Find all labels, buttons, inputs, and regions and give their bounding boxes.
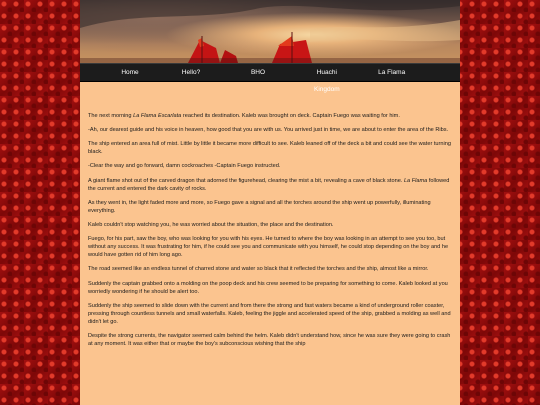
story-paragraph xyxy=(88,112,452,120)
story-paragraph: Despite the strong currents, the navigator seemed calm behind the helm. Kaleb didn't understand how, since he was sure they were going to crash at any moment. It was either that or maybe the boy's subconscious wishing that the ship xyxy=(88,333,451,348)
nav-link-home[interactable]: Home xyxy=(121,69,139,76)
page-column xyxy=(80,0,460,405)
paragraph-text: reached its destination. Kaleb was brought on deck. Captain Fuego was waiting for him. xyxy=(181,113,400,119)
story-paragraph: -Ah, our dearest guide and his voice in heaven, how good that you are with us. You arrived just in time, we are about to enter the area of the Ribs. xyxy=(88,127,449,134)
story-paragraph: -Clear the way and go forward, damn cockroaches -Captain Fuego instructed. xyxy=(88,163,281,170)
ship-name: La Flama xyxy=(403,177,428,184)
main-navigation xyxy=(80,63,460,93)
nav-link-huachi-kingdom[interactable]: Huachi Kingdom xyxy=(314,69,340,93)
story-paragraph: The road seemed like an endless tunnel of charred stone and water so black that it reflected the torches and the ship, almost like a mirror. xyxy=(88,266,429,273)
story-content xyxy=(80,82,460,348)
story-paragraph: The ship entered an area full of mist. Little by little it became more difficult to see. Kaleb leaned off of the deck a bit and could see the water turning black. xyxy=(88,141,451,156)
story-paragraph: Suddenly the ship seemed to slide down with the current and from there the strong and fast waters became a kind of underground roller coaster, pressing through countless tunnels and small waterfalls. Kaleb, feeling the jiggle and accelerated speed of the ship, grabbed a molding as well and didn't let go. xyxy=(88,302,451,325)
nav-link-bho[interactable]: BHO xyxy=(250,69,266,76)
paragraph-text: A giant flame shot out of the carved dragon that adorned the figurehead, clearing the mist a bit, revealing a cave of black stone. xyxy=(88,177,404,184)
story-paragraph: Suddenly the captain grabbed onto a molding on the poop deck and his crew seemed to be preparing for something to come. Kaleb looked at you worriedly wondering if he should be alert too. xyxy=(88,280,448,295)
ship-name: La Flama Escarlata xyxy=(133,113,182,119)
header-banner-image xyxy=(80,0,460,63)
story-paragraph: Kaleb couldn't stop watching you, he was worried about the situation, the place and the destination. xyxy=(88,221,334,228)
paragraph-text: The next morning xyxy=(88,113,134,119)
story-paragraph: Fuego, for his part, saw the boy, who was looking for you with his eyes. He turned to where the boy was looking in an attempt to see you too, but without any success. It was frustrating for him, if he could see you and communicate with you himself, he could stop depending on the boy and he would have gotten rid of him long ago. xyxy=(88,236,449,259)
story-paragraph: As they went in, the light faded more and more, so Fuego gave a signal and all the torches around the ship went up powerfully, illuminating everything. xyxy=(88,199,431,214)
ship-sails-illustration xyxy=(80,0,460,63)
story-paragraph xyxy=(88,177,452,193)
nav-link-la-flama[interactable]: La Flama xyxy=(378,69,406,76)
nav-link-hello[interactable]: Hello? xyxy=(181,69,201,76)
paragraph-text: followed the current and entered the dark cavity of rocks. xyxy=(88,177,450,192)
